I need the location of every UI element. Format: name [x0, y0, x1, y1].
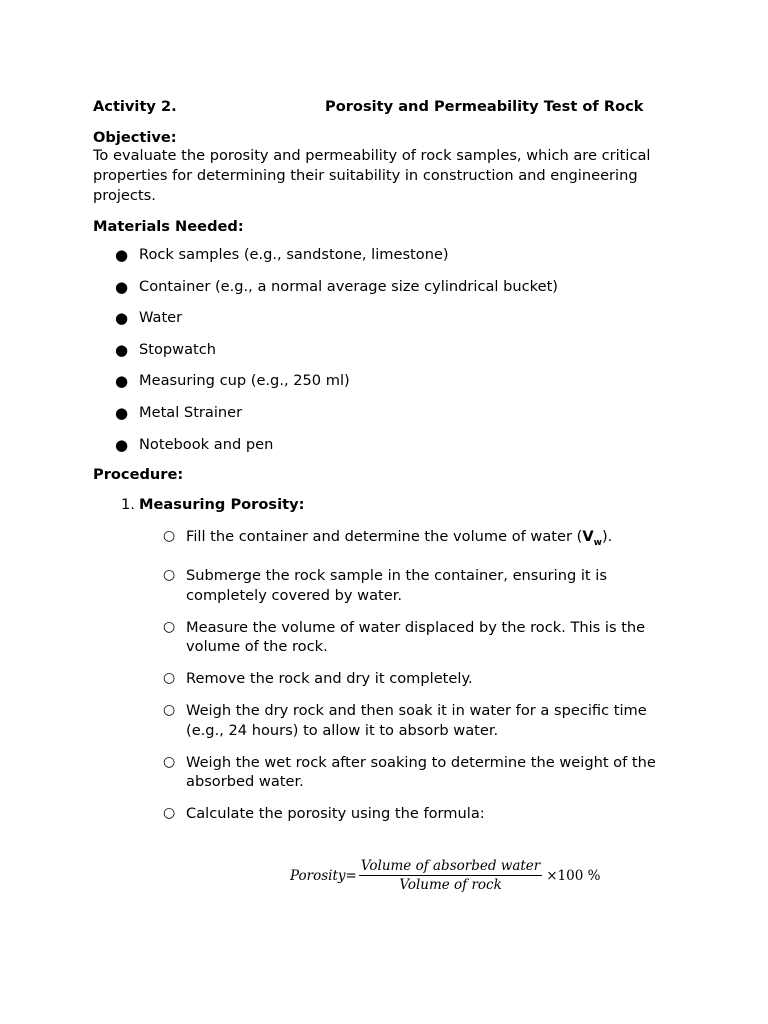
list-item: [93, 403, 683, 423]
step-number: 1.: [121, 496, 135, 514]
list-item: [93, 245, 683, 265]
circle-bullet-icon: ○: [163, 618, 176, 635]
title-row: [93, 98, 683, 118]
objective-text: To evaluate the porosity and permeability of rock samples, which are critical properties for determining their suitability in construction and engineering projects.: [93, 147, 651, 204]
procedure-step-1: [93, 495, 683, 515]
material-item: Measuring cup (e.g., 250 ml): [139, 372, 350, 390]
step-text-prefix: Fill the container and determine the volume of water (: [186, 528, 583, 546]
document-page: [93, 98, 683, 836]
material-item: Metal Strainer: [139, 403, 243, 421]
circle-bullet-icon: ○: [163, 753, 176, 770]
material-item: Container (e.g., a normal average size cylindrical bucket): [139, 277, 558, 295]
list-item: [93, 308, 683, 328]
step-text: Weigh the dry rock and then soak it in water for a specific time (e.g., 24 hours) to allow it to absorb water.: [186, 702, 647, 739]
list-item: [93, 435, 683, 455]
formula-equals: =: [345, 867, 357, 884]
bullet-icon: ●: [115, 435, 129, 454]
porosity-formula: [290, 858, 600, 893]
list-item: [93, 371, 683, 391]
water-volume-variable: V: [582, 528, 594, 546]
procedure-heading: Procedure:: [93, 466, 184, 484]
circle-bullet-icon: ○: [163, 702, 176, 719]
material-item: Stopwatch: [139, 340, 217, 358]
formula-fraction: [359, 858, 542, 893]
step-text: Submerge the rock sample in the container, ensuring it is completely covered by water.: [186, 567, 607, 604]
list-item: [93, 669, 686, 689]
circle-bullet-icon: ○: [163, 805, 176, 822]
list-item: [93, 618, 686, 657]
step-text: Weigh the wet rock after soaking to determine the weight of the absorbed water.: [186, 753, 656, 791]
objective-heading: Objective:: [93, 129, 177, 146]
bullet-icon: ●: [115, 403, 129, 422]
porosity-steps-list: [93, 527, 683, 823]
list-item: [93, 340, 683, 360]
step-text-suffix: ).: [601, 528, 613, 546]
list-item: [93, 753, 686, 792]
circle-bullet-icon: ○: [163, 528, 176, 545]
step-text: Calculate the porosity using the formula:: [186, 805, 485, 823]
bullet-icon: ●: [115, 372, 129, 391]
formula-denominator: Volume of rock: [399, 877, 502, 893]
activity-title: Porosity and Permeability Test of Rock: [325, 98, 644, 115]
activity-label: Activity 2.: [93, 98, 177, 115]
step-text: Measure the volume of water displaced by the rock. This is the volume of the rock.: [186, 618, 646, 656]
list-item: [93, 701, 686, 740]
list-item: [93, 804, 686, 824]
list-item: [93, 566, 686, 605]
formula-multiplier: ×100 %: [546, 867, 601, 884]
formula-lhs: Porosity: [290, 867, 346, 884]
bullet-icon: ●: [115, 340, 129, 359]
material-item: Water: [139, 309, 183, 327]
bullet-icon: ●: [115, 277, 129, 296]
step-text: Remove the rock and dry it completely.: [186, 670, 473, 688]
step-label: Measuring Porosity:: [139, 496, 305, 514]
formula-numerator: Volume of absorbed water: [360, 858, 541, 874]
material-item: Rock samples (e.g., sandstone, limestone): [139, 246, 449, 263]
materials-heading: Materials Needed:: [93, 218, 244, 235]
materials-list: [93, 245, 683, 455]
list-item: [93, 277, 683, 297]
circle-bullet-icon: ○: [163, 670, 176, 687]
bullet-icon: ●: [115, 309, 129, 328]
water-volume-subscript: w: [593, 538, 602, 549]
material-item: Notebook and pen: [139, 435, 274, 453]
circle-bullet-icon: ○: [163, 567, 176, 584]
bullet-icon: ●: [115, 246, 129, 264]
list-item: [93, 527, 686, 553]
